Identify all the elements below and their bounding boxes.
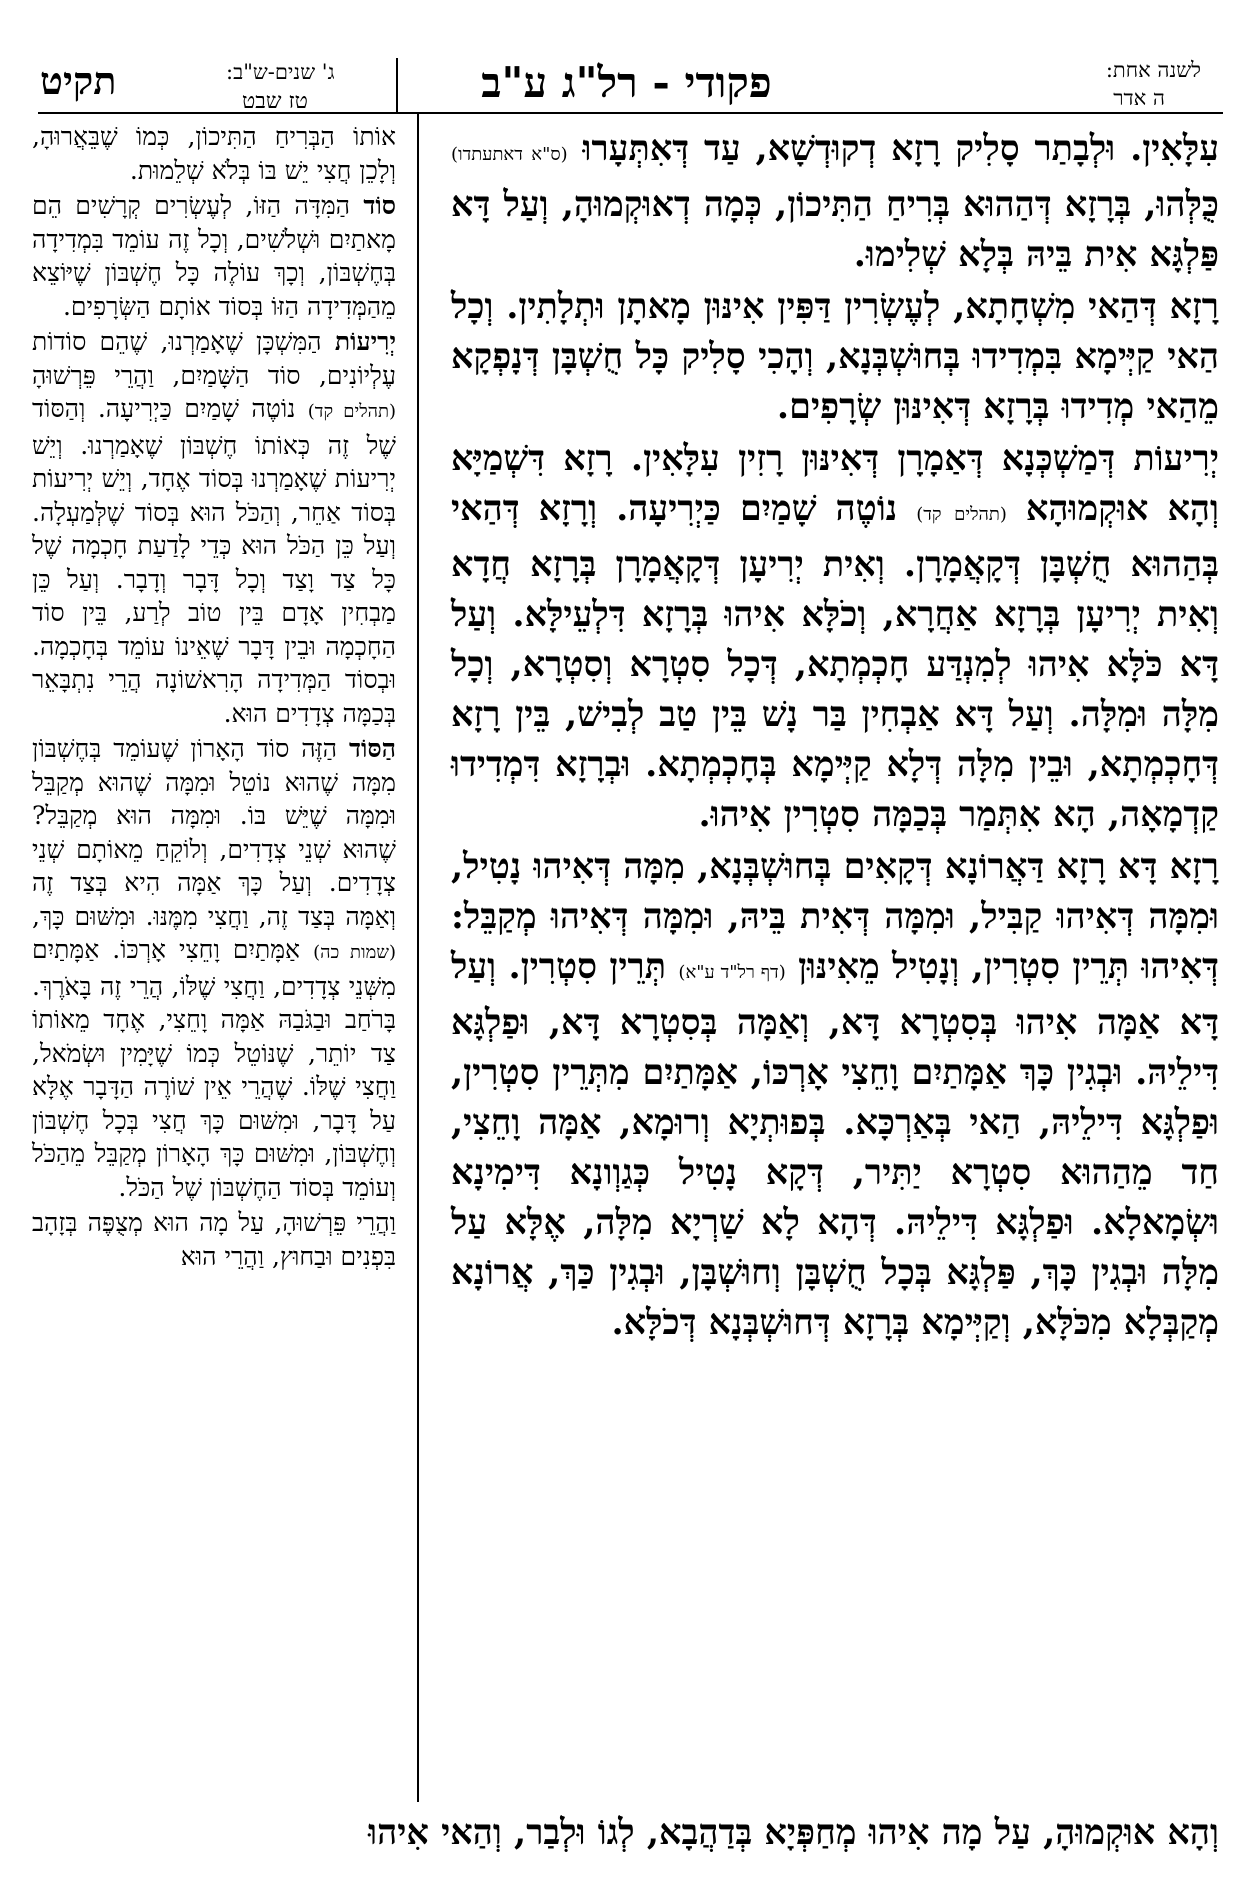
main-paragraph	[451, 842, 1219, 1348]
commentary-paragraph	[32, 1206, 396, 1273]
commentary-lead-word: הַסּוֹד	[348, 734, 396, 763]
main-text: רָזָא דְּהַאי מִשְׁחָתָא, לְעֶשְׂרִין דַּפִּין אִינּוּן מָאתָן וּתְלָתִין. וְכָל הַאי קַיְּימָא בִּמְדִידוּ בְּחוּשְׁבְּנָא, וְהָכִי סָלִיק כָּל חֻשְׁבָּן דְּנָפְקָא מֵהַאי מְדִידוּ בְּרָזָא דְּאִינּוּן שְׂרָפִים.	[451, 286, 1219, 427]
header-year-label: לשנה אחת:	[1105, 58, 1201, 82]
source-reference: (דף רל"ד ע"א)	[678, 962, 786, 983]
header-year-date: ה אדר	[1113, 86, 1165, 110]
commentary-lead-word: סוֹד	[363, 191, 396, 220]
commentary-column	[32, 120, 396, 1275]
commentary-text: הַזֶּה סוֹד הָאָרוֹן שֶׁעוֹמֵד בְּחֶשְׁבּוֹן מִמָּה שֶׁהוּא נוֹטֵל וּמִמָּה שֶׁהוּא מְקַבֵּל וּמִמָּה שֶׁיֵּשׁ בּוֹ. וּמִמָּה הוּא מְקַבֵּל? שֶׁהוּא שְׁנֵי צְדָדִים, וְלוֹקֵחַ מֵאוֹתָם שְׁנֵי צְדָדִים. וְעַל כָּךְ אַמָּה הִיא בְּצַד זֶה וְאַמָּה בְּצַד זֶה, וַחֲצִי מִמֶּנּוּ. וּמִשּׁוּם כָּךְ,	[32, 734, 396, 931]
column-divider	[417, 112, 419, 1802]
page-number: תקיט	[40, 58, 117, 103]
commentary-text: אַמָּתַיִם וָחֵצִי אָרְכּוֹ. אַמָּתַיִם מִשְּׁנֵי צְדָדִים, וַחֲצִי שֶׁלּוֹ, הֲרֵי זֶה בָּאֹרֶךְ. בָּרֹחַב וּבַגֹּבַהּ אַמָּה וָחֵצִי, אֶחָד מֵאוֹתוֹ צַד יוֹתֵר, שֶׁנּוֹטֵל כְּמוֹ שֶׁיָּמִין וּשְׂמֹאל, וַחֲצִי שֶׁלּוֹ. שֶׁהֲרֵי אֵין שׁוֹרֶה הַדָּבָר אֶלָּא עַל דָּבָר, וּמִשּׁוּם כָּךְ חֲצִי בְּכָל חֶשְׁבּוֹן וְחֶשְׁבּוֹן, וּמִשּׁוּם כָּךְ הָאָרוֹן מְקַבֵּל מֵהַכֹּל וְעוֹמֵד בְּסוֹד הַחֶשְׁבּוֹן שֶׁל הַכֹּל.	[32, 935, 396, 1202]
main-text: נוֹטֶה שָׁמַיִם כַּיְרִיעָה. וְרָזָא דְּהַאי בְּהַהוּא חֻשְׁבָּן דְּקָאֲמָרָן. וְאִית יְרִיעָן דְּקָאֲמָרָן בְּרָזָא חֲדָא וְאִית יְרִיעָן בְּרָזָא אַחֲרָא, וְכֹלָּא אִיהוּ בְּרָזָא דִּלְעֵילָּא. וְעַל דָּא כֹּלָּא אִיהוּ לְמִנְדַּע חָכְמְתָא, דְּכָל סִטְרָא וְסִטְרָא, וְכָל מִלָּה וּמִלָּה. וְעַל דָּא אַבְחִין בַּר נָשׁ בֵּין טַב לְבִישׁ, בֵּין רָזָא דְּחָכְמְתָא, וּבֵין מִלָּה דְּלָא קַיְּימָא בְּחָכְמְתָא. וּבְרָזָא דִּמְדִידוּ קַדְמָאָה, הָא אִתְּמַר בְּכַמָּה סִטְרִין אִיהוּ.	[451, 488, 1219, 835]
source-reference: (שמות כה)	[313, 942, 397, 963]
source-reference: (תהלים קד)	[916, 504, 1007, 525]
page-header	[0, 0, 1253, 112]
commentary-text: אוֹתוֹ הַבְּרִיחַ הַתִּיכוֹן, כְּמוֹ שֶׁבֵּאֲרוּהָ, וְלָכֵן חֲצִי יֵשׁ בּוֹ בְּלֹא שְׁלֵמוּת.	[32, 122, 396, 185]
commentary-text: הַמִּשְׁכָּן שֶׁאָמַרְנוּ, שֶׁהֵם סוֹדוֹת עֶלְיוֹנִים, סוֹד הַשָּׁמַיִם, וַהֲרֵי פֵּרְשׁוּהָ	[32, 327, 396, 390]
source-reference: (תהלים קד)	[307, 401, 396, 422]
main-paragraph	[451, 124, 1219, 280]
main-text: יְרִיעוֹת דְּמַשְׁכְּנָא דְּאַמָרָן דְּאִינּוּן רָזִין עִלָּאִין. רָזָא דִּשְׁמַיָּא וְהָא אוּקְמוּהָא	[451, 438, 1220, 529]
page-title: פקודי - רל"ג ע"ב	[481, 58, 772, 107]
header-cycle-label: ג' שנים-ש"ב:	[226, 60, 335, 84]
header-divider	[396, 58, 398, 114]
main-text-continuation: וְהָא אוּקְמוּהָ, עַל מָה אִיהוּ מְחַפְּיָא בְּדַהֲבָא, לְגוֹ וּלְבַר, וְהַאי אִיהוּ	[368, 1812, 1219, 1853]
header-cycle-date: טז שבט	[242, 89, 308, 114]
main-text-column	[451, 124, 1219, 1350]
commentary-text: הַמִּדָּה הַזּוֹ, לְעֶשְׂרִים קְרָשִׁים הֵם מָאתַיִם וּשְׁלֹשִׁים, וְכָל זֶה עוֹמֵד בִּמְדִידָה בְּחֶשְׁבּוֹן, וְכָךְ עוֹלֶה כָּל חֶשְׁבּוֹן שֶׁיּוֹצֵא מֵהַמְּדִידָה הַזּוֹ בְּסוֹד אוֹתָם הַשְּׂרָפִים.	[32, 191, 396, 321]
commentary-paragraph	[32, 732, 396, 1204]
main-text: רָזָא דָּא רָזָא דַּאֲרוֹנָא דְּקָאִים בְּחוּשְׁבְּנָא, מִמָּה דְּאִיהוּ נָטִיל, וּמִמָּה דְּאִיהוּ קַבִּיל, וּמִמָּה דְּאִית בֵּיהּ, וּמִמָּה דְּאִיהוּ מְקַבֵּל: דְּאִיהוּ תְּרֵין סִטְרִין, וְנָטִיל מֵאִינּוּן	[451, 846, 1220, 987]
header-rule	[38, 112, 1223, 114]
main-text: כֻּלְּהוּ, בְּרָזָא דְּהַהוּא בְּרִיחַ הַתִּיכוֹן, כְּמָה דְאוּקְמוּהָ, וְעַל דָּא פַּלְגָּא אִית בֵּיהּ בְּלָא שְׁלִימוּ.	[451, 184, 1219, 275]
commentary-text: וַהֲרֵי פֵּרְשׁוּהָ, עַל מָה הוּא מְצֻפֶּה בְּזָהָב בִּפְנִים וּבַחוּץ, וַהֲרֵי הוּא	[32, 1208, 396, 1271]
commentary-text: נוֹטֶה שָׁמַיִם כַּיְרִיעָה. וְהַסּוֹד שֶׁל זֶה כְּאוֹתוֹ חֶשְׁבּוֹן שֶׁאָמַרְנוּ. וְיֵשׁ יְרִיעוֹת שֶׁאָמַרְנוּ בְּסוֹד אֶחָד, וְיֵשׁ יְרִיעוֹת בְּסוֹד אַחֵר, וְהַכֹּל הוּא בְּסוֹד שֶׁלְּמַעְלָה. וְעַל כֵּן הַכֹּל הוּא כְּדֵי לָדַעַת חָכְמָה שֶׁל כָּל צַד וָצַד וְכָל דָּבָר וְדָבָר. וְעַל כֵּן מַבְחִין אָדָם בֵּין טוֹב לְרַע, בֵּין סוֹד הַחָכְמָה וּבֵין דָּבָר שֶׁאֵינוֹ עוֹמֵד בְּחָכְמָה. וּבְסוֹד הַמְּדִידָה הָרִאשׁוֹנָה הֲרֵי נִתְבָּאֵר בְּכַמָּה צְדָדִים הוּא.	[32, 394, 396, 728]
source-reference: (ס"א דאתעתדו)	[451, 144, 568, 165]
main-paragraph	[451, 434, 1219, 840]
commentary-paragraph	[32, 189, 396, 323]
commentary-lead-word: יְרִיעוֹת	[334, 327, 397, 356]
commentary-paragraph	[32, 325, 396, 730]
main-text: עִלָּאִין. וּלְבָתַר סָלִיק רָזָא דְקוּדְשָׁא, עַד דְּאִתְּעָרוּ	[582, 128, 1220, 169]
main-text: תְּרֵין סִטְרִין. וְעַל דָּא אַמָּה אִיהוּ בְּסִטְרָא דָּא, וְאַמָּה בְּסִטְרָא דָּא, וּפַלְגָּא דִּילֵיהּ. וּבְגִין כָּךְ אַמָּתַיִם וָחֵצִי אָרְכּוֹ, אַמָּתַיִם מִתְּרֵין סִטְרִין, וּפַלְגָּא דִּילֵיהּ, הַאי בְּאַרְכָּא. בְּפוּתְיָא וְרוּמָא, אַמָּה וָחֵצִי, חַד מֵהַהוּא סִטְרָא יַתִּיר, דְּקָא נָטִיל כְּגַוְונָא דִּימִינָא וּשְׂמָאלָא. וּפַלְגָּא דִּילֵיהּ. דְּהָא לָא שַׁרְיָא מִלָּה, אֶלָּא עַל מִלָּה וּבְגִין כָּךְ, פַּלְגָּא בְּכָל חֻשְׁבָּן וְחוּשְׁבָּן, וּבְגִין כַּךְ, אֲרוֹנָא מְקַבְּלָא מִכֹּלָּא, וְקַיְּימָא בְּרָזָא דְּחוּשְׁבְּנָא דְּכֹלָּא.	[451, 946, 1219, 1343]
commentary-paragraph	[32, 120, 396, 187]
main-paragraph	[451, 282, 1219, 432]
